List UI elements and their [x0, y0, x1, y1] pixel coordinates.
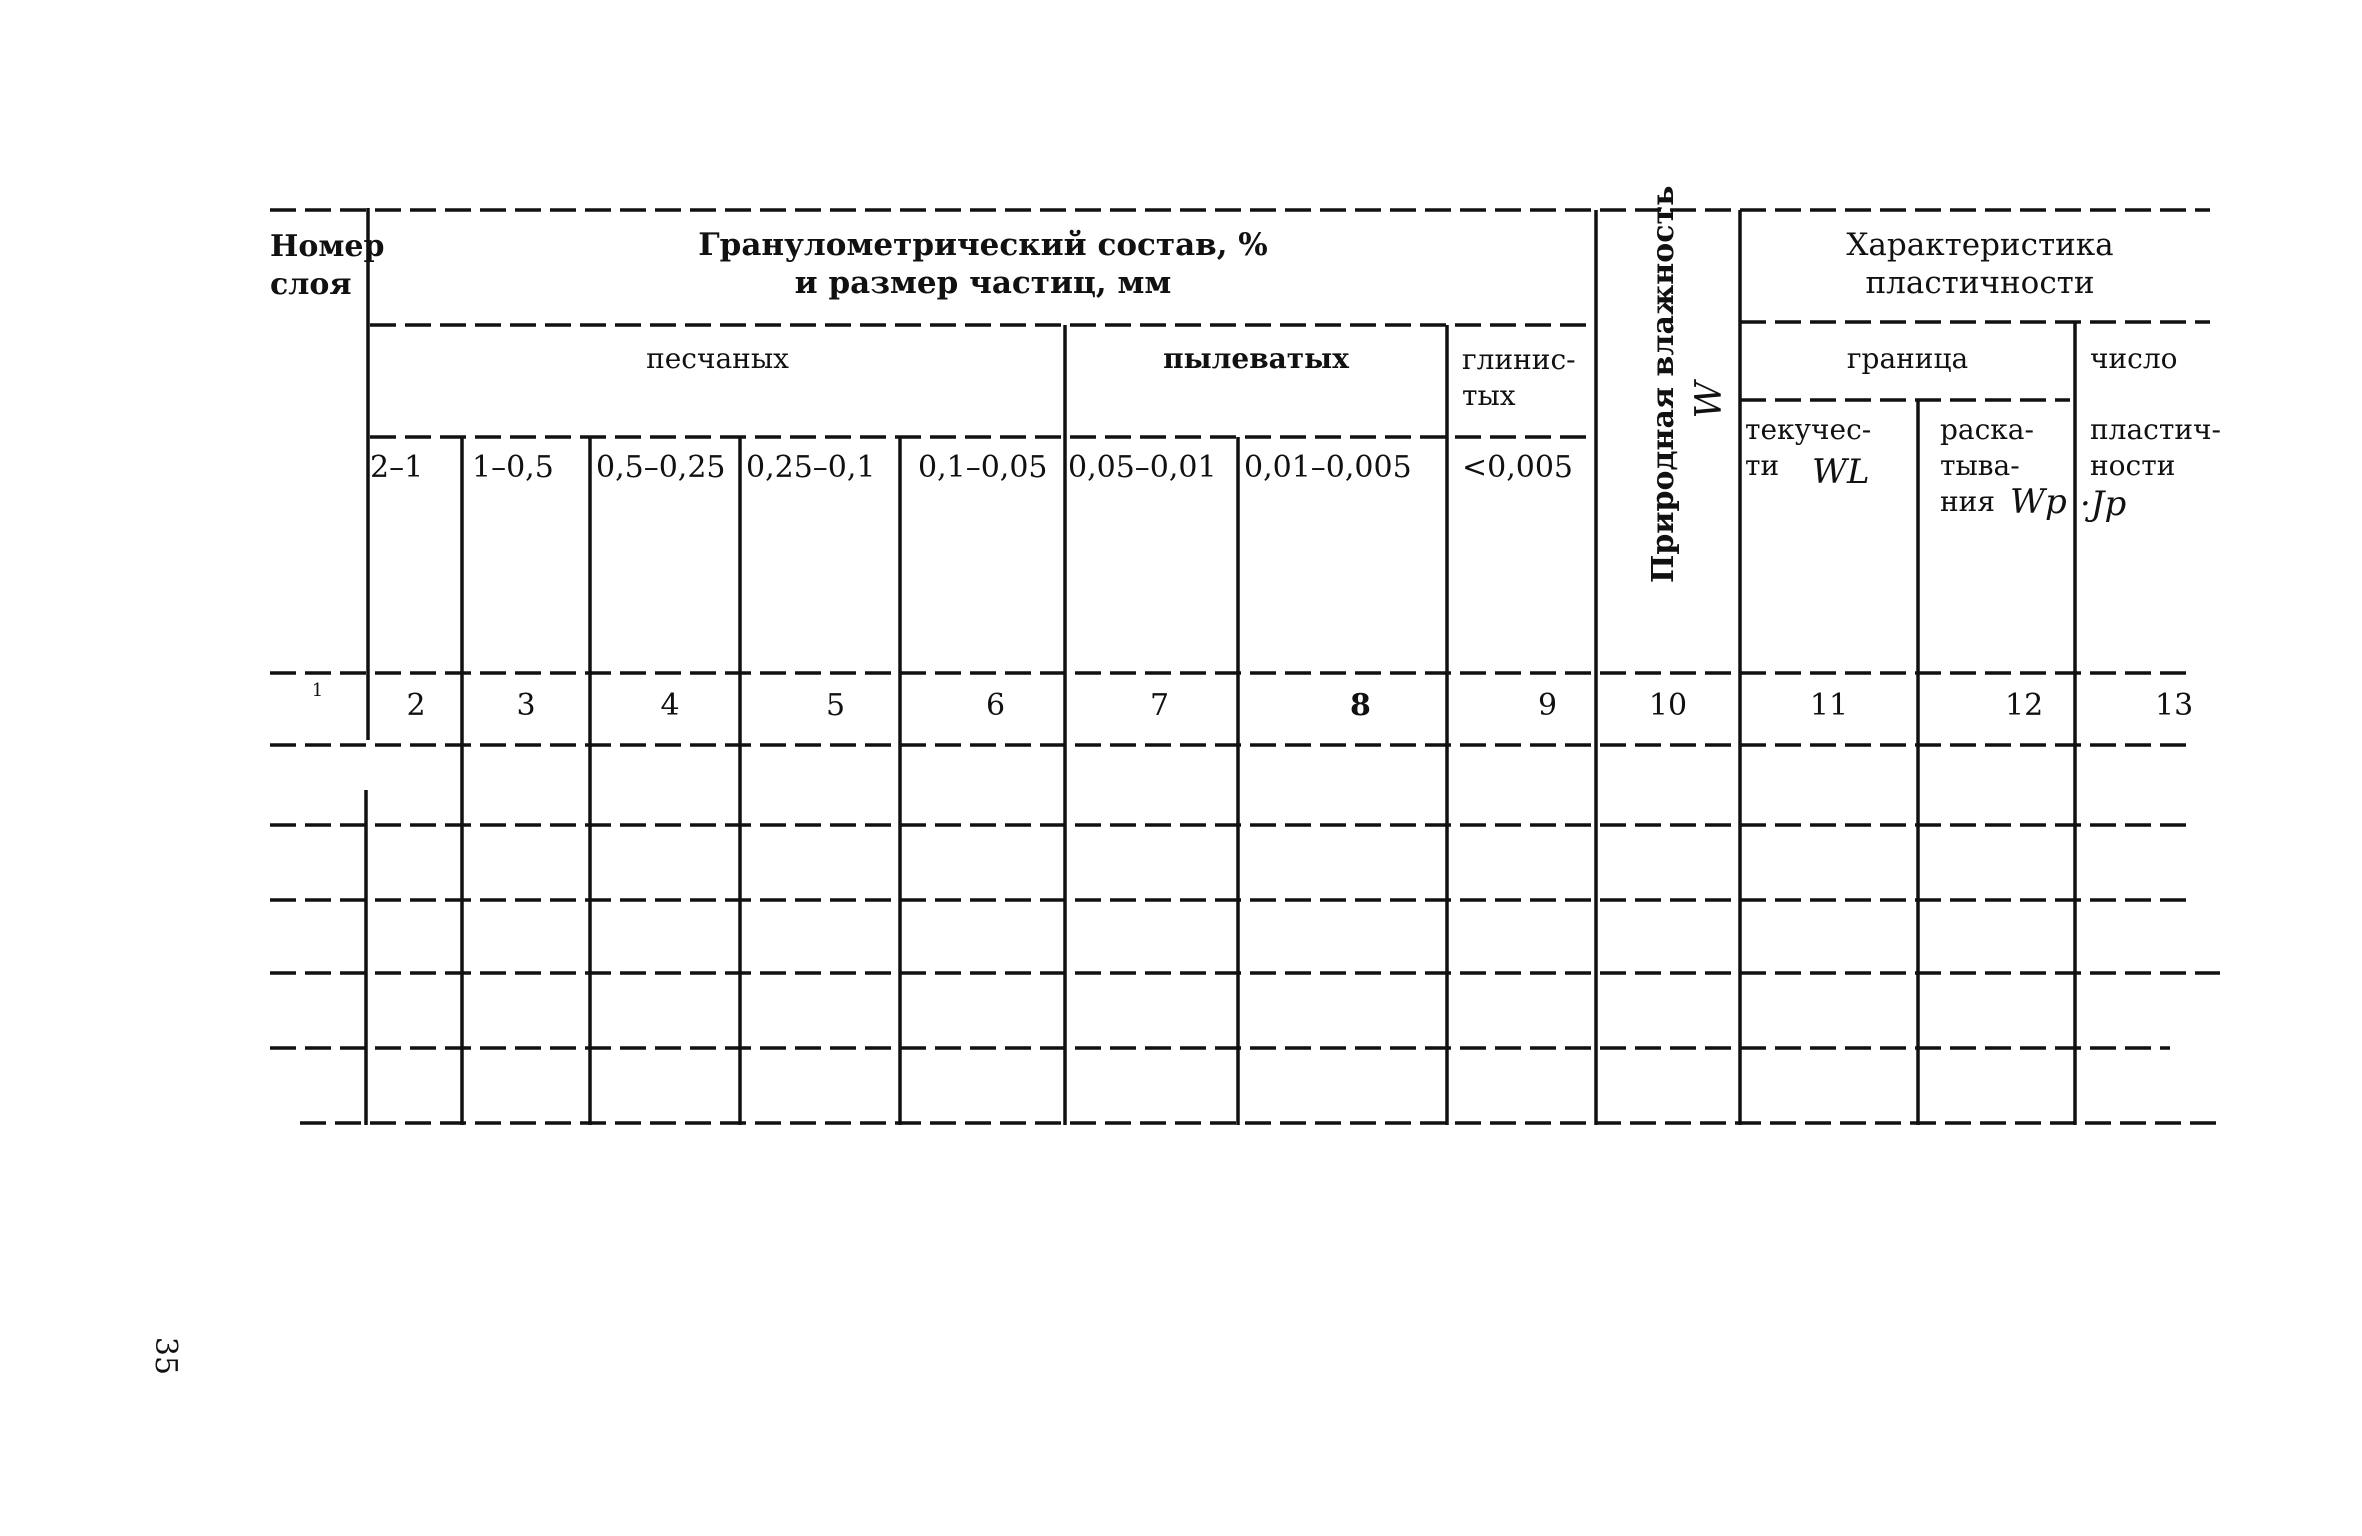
size-0-05-0-01: 0,05–0,01 [1068, 450, 1217, 485]
liquidity-header: текучес- ти [1745, 413, 1872, 482]
col-number-13: 13 [2155, 688, 2194, 723]
layer-number-header: Номер слоя [270, 229, 385, 302]
col-number-3: 3 [516, 688, 536, 723]
size-1-0-5: 1–0,5 [472, 450, 554, 485]
natural-moisture-header: Природная влажность [1646, 185, 1681, 583]
clayey-header: глинис- тых [1462, 343, 1576, 412]
col-number-4: 4 [660, 688, 680, 723]
col-number-11: 11 [1809, 688, 1849, 723]
col-number-7: 7 [1150, 688, 1170, 723]
plasticity-header: Характеристика пластичности [1846, 227, 2114, 301]
moisture-symbol: W [1689, 381, 1730, 419]
boundary-header: граница [1846, 342, 1969, 375]
size-0-5-0-25: 0,5–0,25 [596, 450, 726, 485]
rolling-header: раска- тыва- ния [1940, 413, 2034, 518]
size-0-1-0-05: 0,1–0,05 [918, 450, 1048, 485]
size-0-01-0-005: 0,01–0,005 [1244, 450, 1412, 485]
col-number-1: 1 [311, 680, 324, 701]
col-number-10: 10 [1648, 688, 1688, 723]
page-number: 35 [148, 1336, 183, 1376]
col-number-8: 8 [1350, 688, 1371, 723]
col-number-12: 12 [2005, 688, 2044, 723]
number-label: число [2090, 342, 2178, 375]
rolling-symbol: Wp [2010, 482, 2067, 522]
col-number-5: 5 [826, 688, 846, 723]
col-number-6: 6 [986, 688, 1006, 723]
liquidity-symbol: WL [1812, 452, 1870, 492]
plasticity-index-header: пластич- ности [2090, 413, 2221, 482]
plasticity-index-symbol: ·Jp [2080, 484, 2127, 524]
size-lt-0-005: <0,005 [1462, 450, 1574, 485]
size-0-25-0-1: 0,25–0,1 [746, 450, 876, 485]
silty-header: пылеватых [1163, 342, 1349, 375]
sandy-header: песчаных [646, 342, 789, 375]
granulometric-header: Гранулометрический состав, % и размер частиц, мм [698, 227, 1268, 301]
col-number-9: 9 [1538, 688, 1558, 723]
size-2-1: 2–1 [370, 450, 424, 485]
col-number-2: 2 [406, 688, 426, 723]
